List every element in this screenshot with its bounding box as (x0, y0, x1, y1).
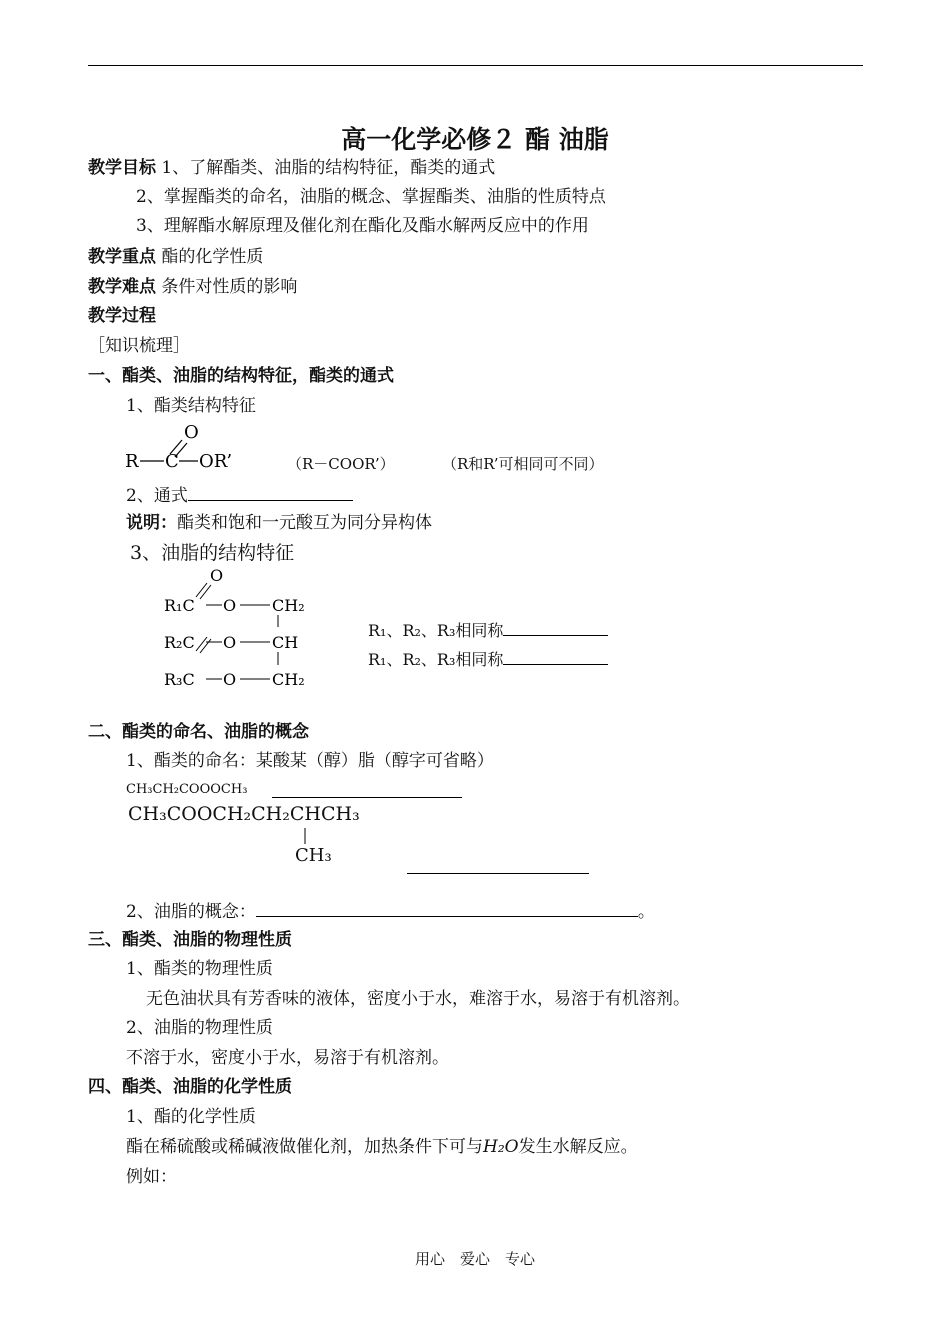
section-1-item-2 (126, 483, 353, 507)
fat-question-2-blank[interactable] (503, 647, 608, 665)
ester-r: R (125, 451, 139, 472)
fat-o-2: O (223, 633, 237, 652)
h2o-formula: H₂O (483, 1137, 519, 1157)
section-3-heading: 三、酯类、油脂的物理性质 (88, 930, 292, 950)
fat-question-2 (368, 647, 608, 671)
fat-double-bond-2b (200, 639, 211, 653)
fat-ch-mid: CH (272, 633, 299, 652)
section-4-item-1: 1、酯的化学性质 (126, 1107, 256, 1127)
ester-o-top: O (184, 422, 199, 443)
section-3-item-2: 2、油脂的物理性质 (126, 1018, 273, 1038)
section-4-text-1 (126, 1136, 638, 1158)
objectives-line-1 (88, 157, 495, 179)
example-label: 例如： (126, 1167, 177, 1187)
section-2-item-2 (126, 899, 655, 923)
fat-question-1 (368, 618, 608, 642)
fat-double-bond-1b (200, 585, 211, 599)
fat-ch2-top: CH₂ (272, 596, 305, 615)
objective-1: 1、了解酯类、油脂的结构特征，酯类的通式 (161, 158, 496, 178)
hydrolysis-text-a: 酯在稀硫酸或稀碱液做催化剂，加热条件下可与 (126, 1137, 483, 1157)
key-point (88, 246, 263, 268)
naming-example-2-branch: CH₃ (295, 845, 332, 866)
ester-or: OR’ (199, 451, 233, 472)
fat-concept-blank[interactable] (256, 899, 638, 917)
fat-o-3: O (223, 670, 237, 689)
page-title: 高一化学必修２ 酯 油脂 (341, 125, 609, 154)
objective-2: 2、掌握酯类的命名，油脂的概念、掌握酯类、油脂的性质特点 (136, 187, 606, 207)
key-point-label: 教学重点 (88, 247, 156, 267)
fat-r1: R₁C (164, 596, 195, 615)
fat-o-top: O (210, 566, 224, 585)
difficulty-text: 条件对性质的影响 (161, 277, 298, 297)
naming-example-1: CH₃CH₂COOOCH₃ (126, 782, 248, 797)
fat-r2: R₂C (164, 633, 195, 652)
ester-formula-text: （R－COOR’） (287, 455, 395, 473)
naming-example-2-blank[interactable] (407, 873, 589, 874)
naming-example-1-blank[interactable] (272, 797, 462, 798)
fat-ch2-bottom: CH₂ (272, 670, 305, 689)
page-footer: 用心 爱心 专心 (414, 1250, 535, 1268)
difficulty (88, 276, 297, 298)
general-formula-blank[interactable] (188, 483, 353, 501)
section-2-item-1: 1、酯类的命名：某酸某（醇）脂（醇字可省略） (126, 751, 494, 771)
fat-question-1-blank[interactable] (503, 618, 608, 636)
section-3-item-1: 1、酯类的物理性质 (126, 959, 273, 979)
section-1-note (126, 512, 432, 534)
ester-structure-diagram (120, 418, 250, 478)
section-1-heading: 一、酯类、油脂的结构特征，酯类的通式 (88, 366, 394, 386)
note-label: 说明： (126, 513, 177, 533)
section-3-text-2: 不溶于水，密度小于水，易溶于有机溶剂。 (126, 1048, 449, 1068)
fat-double-bond-2a (196, 637, 207, 651)
ester-c: C (165, 451, 179, 472)
section-1-item-3: 3、油脂的结构特征 (130, 542, 295, 564)
hydrolysis-text-b: 发生水解反应。 (518, 1137, 638, 1157)
key-point-text: 酯的化学性质 (161, 247, 264, 267)
section-3-text-1: 无色油状具有芳香味的液体，密度小于水，难溶于水，易溶于有机溶剂。 (146, 989, 690, 1009)
section-4-heading: 四、酯类、油脂的化学性质 (88, 1077, 292, 1097)
header-rule (88, 65, 863, 66)
naming-example-2-main: CH₃COOCH₂CH₂CHCH₃ (128, 803, 360, 825)
fat-concept-label: 2、油脂的概念： (126, 902, 256, 922)
objectives-label: 教学目标 (88, 158, 156, 178)
fat-question-2-text: R₁、R₂、R₃相同称 (368, 650, 504, 669)
ester-formula-note: （R和R’可相同可不同） (442, 455, 604, 473)
fat-concept-end: 。 (637, 902, 655, 922)
note-text: 酯类和饱和一元酸互为同分异构体 (177, 513, 432, 533)
review-label: ［知识梳理］ (88, 336, 190, 356)
naming-example-2-branch-bond (300, 826, 310, 846)
difficulty-label: 教学难点 (88, 277, 156, 297)
objective-3: 3、理解酯水解原理及催化剂在酯化及酯水解两反应中的作用 (136, 216, 589, 236)
process-label: 教学过程 (88, 306, 156, 326)
section-1-item-1: 1、酯类结构特征 (126, 396, 256, 416)
fat-o-1: O (223, 596, 237, 615)
section-2-heading: 二、酯类的命名、油脂的概念 (88, 722, 309, 742)
general-formula-label: 2、通式 (126, 486, 188, 506)
fat-structure-diagram (160, 563, 320, 693)
fat-question-1-text: R₁、R₂、R₃相同称 (368, 621, 504, 640)
fat-r3: R₃C (164, 670, 195, 689)
fat-double-bond-1a (196, 583, 207, 597)
